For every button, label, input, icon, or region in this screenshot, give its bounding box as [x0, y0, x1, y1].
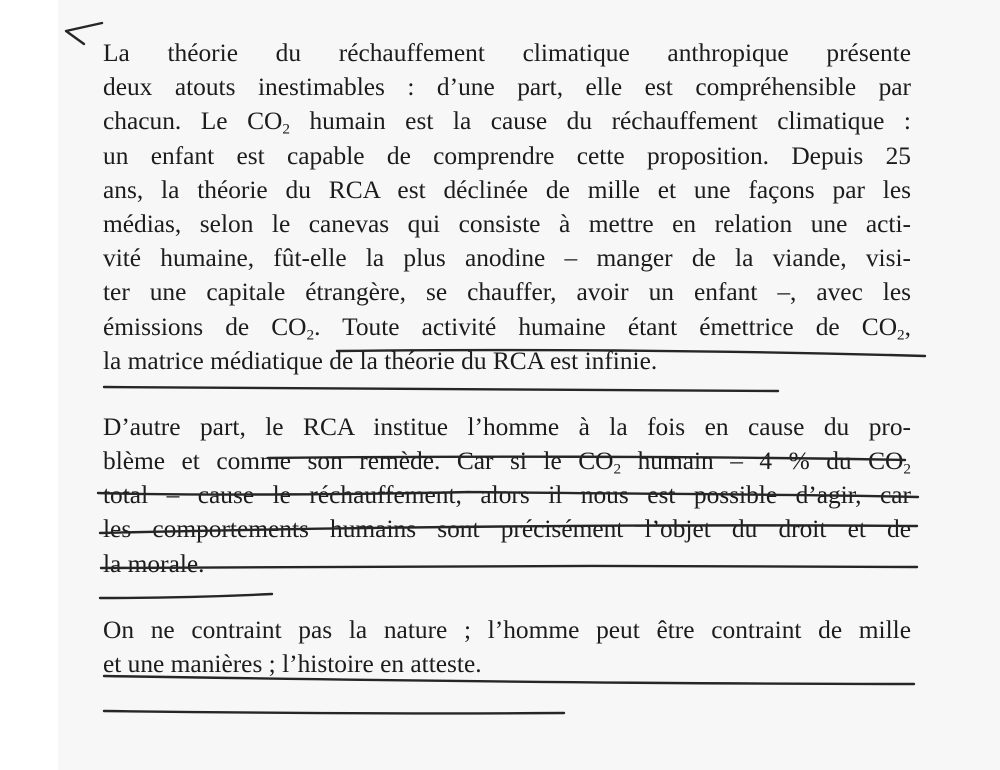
p3-line-2: et une manières ; l’histoire en atteste.: [103, 650, 482, 678]
p1-line-7: vité humaine, fût-elle la plus anodine – manger de la viande, visi-: [103, 244, 911, 273]
p2-line-1: D’autre part, le RCA institue l’homme à la fois en cause du pro-: [103, 412, 911, 441]
p2-line-4: les comportements humains sont précisément l’objet du droit et de: [103, 515, 911, 544]
p1-line-5: ans, la théorie du RCA est déclinée de mille et une façons par les: [103, 175, 911, 204]
p2-line-5: la morale.: [103, 549, 205, 578]
page-margin: [0, 0, 58, 770]
paragraph-gap: [103, 581, 911, 613]
p1-line-4: un enfant est capable de comprendre cette proposition. Depuis 25: [103, 141, 911, 170]
p1-line-8: ter une capitale étrangère, se chauffer, avoir un enfant –, avec les: [103, 278, 911, 307]
p2-line-2: blème et comme son remède. Car si le $CO_2$ humain – 4 % du $CO_2$: [103, 447, 911, 478]
p1-line-2: deux atouts inestimables : d’une part, elle est compréhensible par: [103, 73, 911, 102]
p1-line-9: émissions de $CO_2$. Toute activité humaine étant émettrice de $CO_2$,: [103, 312, 912, 343]
p2-line-3: total – cause le réchauffement, alors il nous est possible d’agir, car: [103, 481, 911, 510]
p1-line-3: chacun. Le $CO_2$ humain est la cause du réchauffement climatique :: [103, 107, 911, 138]
p1-line-1: La théorie du réchauffement climatique anthropique présente: [103, 39, 911, 67]
p3-line-1: On ne contraint pas la nature ; l’homme peut être contraint de mille: [103, 615, 911, 644]
p1-line-10: la matrice médiatique de la théorie du RCA est infinie.: [103, 346, 658, 375]
document-text: [103, 36, 911, 681]
p1-line-6: médias, selon le canevas qui consiste à mettre en relation une acti-: [103, 209, 911, 238]
paragraph-gap: [103, 378, 911, 410]
